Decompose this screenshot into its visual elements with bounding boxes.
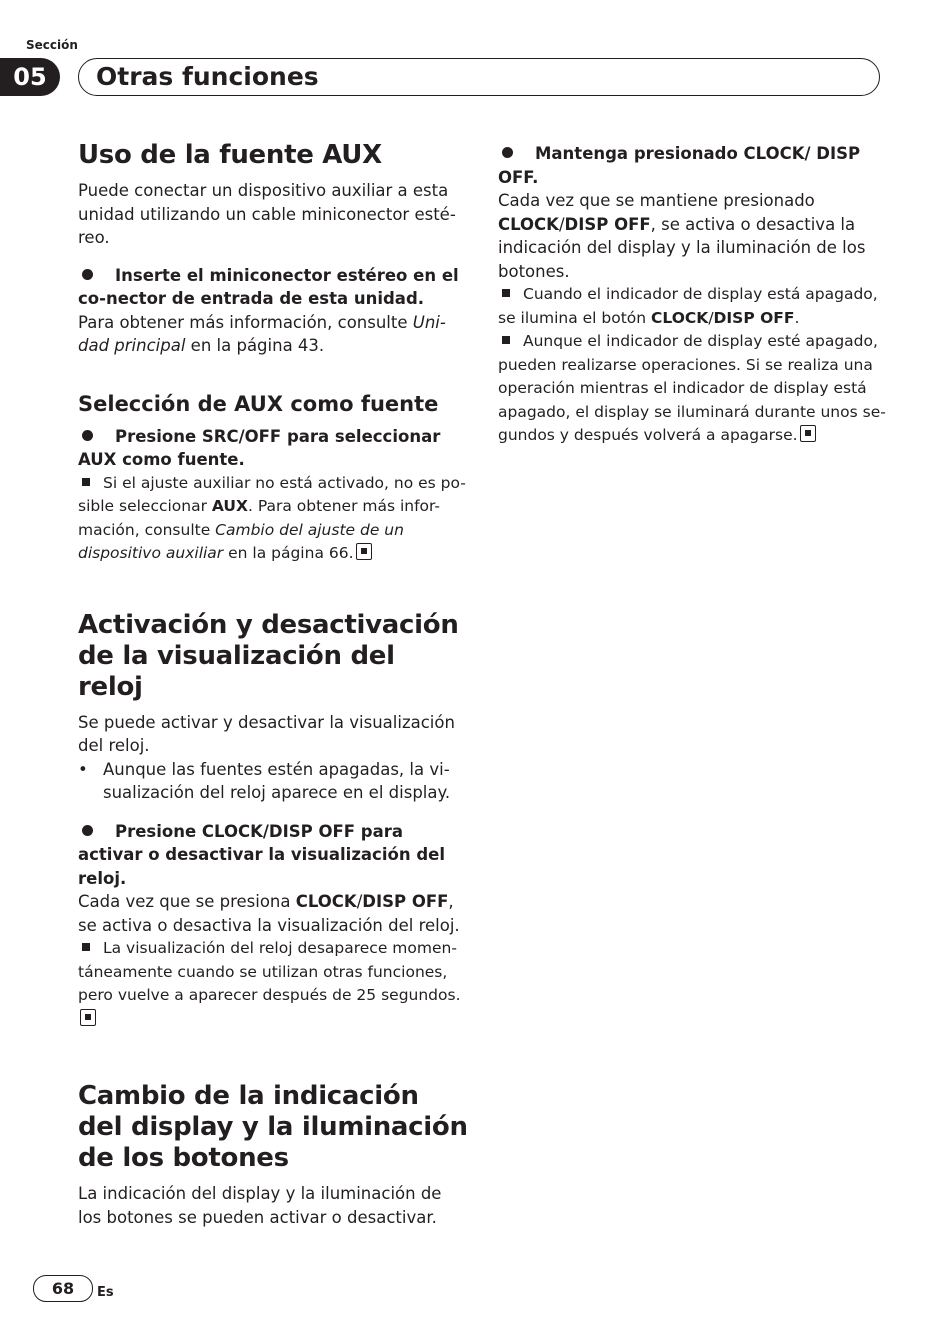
note-square-icon <box>82 943 90 951</box>
aux-step-text: Inserte el miniconector estéreo en el co-nector de entrada de esta unidad. <box>78 265 459 308</box>
heading-select-aux: Selección de AUX como fuente <box>78 391 439 416</box>
end-mark-icon <box>356 543 372 560</box>
display-note-1-end: . <box>794 308 800 327</box>
clock-text-a: Cada vez que se presiona <box>78 892 296 911</box>
section-label: Sección <box>26 38 78 52</box>
display-note-1-bold-1: CLOCK <box>651 308 709 327</box>
language-code: Es <box>97 1285 114 1300</box>
left-column <box>78 140 468 1229</box>
end-mark-icon <box>80 1009 96 1026</box>
display-step-text: Mantenga presionado CLOCK/ DISP OFF. <box>498 144 861 187</box>
aux-intro: Puede conectar un dispositivo auxiliar a esta unidad utilizando un cable miniconector esté-reo. <box>78 181 456 247</box>
display-note-1-sep: / <box>708 308 714 327</box>
clock-note <box>78 937 468 1031</box>
clock-text-bold-1: CLOCK <box>295 892 357 911</box>
aux-reference-link[interactable]: Uni-dad principal <box>78 312 446 355</box>
display-note-2-text: Aunque el indicador de display esté apagado, pueden realizarse operaciones. Si se realiza una operación mientras el indicador de display está apagado, el display se iluminará durante unos se-gundos y después volverá a apagarse. <box>498 332 886 444</box>
display-intro: La indicación del display y la iluminación de los botones se pueden activar o desactivar. <box>78 1184 442 1227</box>
clock-text-sep: / <box>356 892 363 911</box>
display-note-2 <box>498 330 888 448</box>
step-bullet-icon <box>82 430 93 441</box>
display-text <box>498 189 888 283</box>
step-bullet-icon <box>82 269 93 280</box>
display-text-sep: / <box>558 214 565 234</box>
select-note-page: en la página 66. <box>223 544 354 562</box>
display-text-bold-1: CLOCK <box>498 214 559 234</box>
clock-intro: Se puede activar y desactivar la visualización del reloj. <box>78 712 455 755</box>
page-number: 68 <box>33 1275 93 1302</box>
aux-step <box>78 264 468 311</box>
display-note-1 <box>498 283 888 330</box>
end-mark-icon <box>800 425 816 442</box>
note-square-icon <box>82 478 90 486</box>
display-note-1-bold-2: DISP OFF <box>713 308 795 327</box>
clock-text <box>78 890 468 937</box>
select-note <box>78 472 468 566</box>
select-step-text: Presione SRC/OFF para seleccionar AUX como fuente. <box>78 426 441 469</box>
clock-text-bold-2: DISP OFF <box>362 892 449 911</box>
select-note-text: Si el ajuste auxiliar no está activado, no es po-sible seleccionar <box>78 473 466 515</box>
heading-aux: Uso de la fuente AUX <box>78 140 382 170</box>
clock-text-c: , se activa o desactiva la visualización del reloj. <box>78 892 460 935</box>
aux-reference-page: en la página 43. <box>185 336 325 355</box>
heading-display: Cambio de la indicación del display y la iluminación de los botones <box>78 1081 468 1173</box>
section-number-tab: 05 <box>0 58 60 96</box>
clock-dot-item-text: Aunque las fuentes estén apagadas, la vi-sualización del reloj aparece en el display. <box>103 759 451 802</box>
note-square-icon <box>502 289 510 297</box>
select-note-text-2: . Para obtener más infor-mación, consulte <box>78 497 441 539</box>
heading-clock: Activación y desactivación de la visualización del reloj <box>78 609 459 702</box>
display-text-bold-2: DISP OFF <box>564 214 651 234</box>
clock-dot-item <box>78 758 468 805</box>
step-bullet-icon <box>502 147 513 158</box>
step-bullet-icon <box>82 825 93 836</box>
display-text-c: , se activa o desactiva la indicación del display y la iluminación de los botones. <box>498 214 866 281</box>
clock-step <box>78 820 468 891</box>
select-step <box>78 425 468 472</box>
display-text-a: Cada vez que se mantiene presionado <box>498 191 815 210</box>
aux-reference-text: Para obtener más información, consulte <box>78 312 413 332</box>
clock-step-text: Presione CLOCK/DISP OFF para activar o desactivar la visualización del reloj. <box>78 821 445 888</box>
section-title: Otras funciones <box>96 62 319 91</box>
note-square-icon <box>502 336 510 344</box>
display-note-1-text: Cuando el indicador de display está apagado, se ilumina el botón <box>498 285 878 327</box>
clock-note-text: La visualización del reloj desaparece momen-táneamente cuando se utilizan otras funciones, pero vuelve a aparecer después de 25 segundos. <box>78 939 461 1004</box>
dot-bullet-icon: • <box>78 759 88 779</box>
display-step <box>498 142 888 189</box>
aux-reference <box>78 311 468 358</box>
select-note-link[interactable]: Cambio del ajuste de un dispositivo auxiliar <box>78 520 404 562</box>
select-note-bold: AUX <box>211 497 248 515</box>
right-column <box>498 142 888 448</box>
